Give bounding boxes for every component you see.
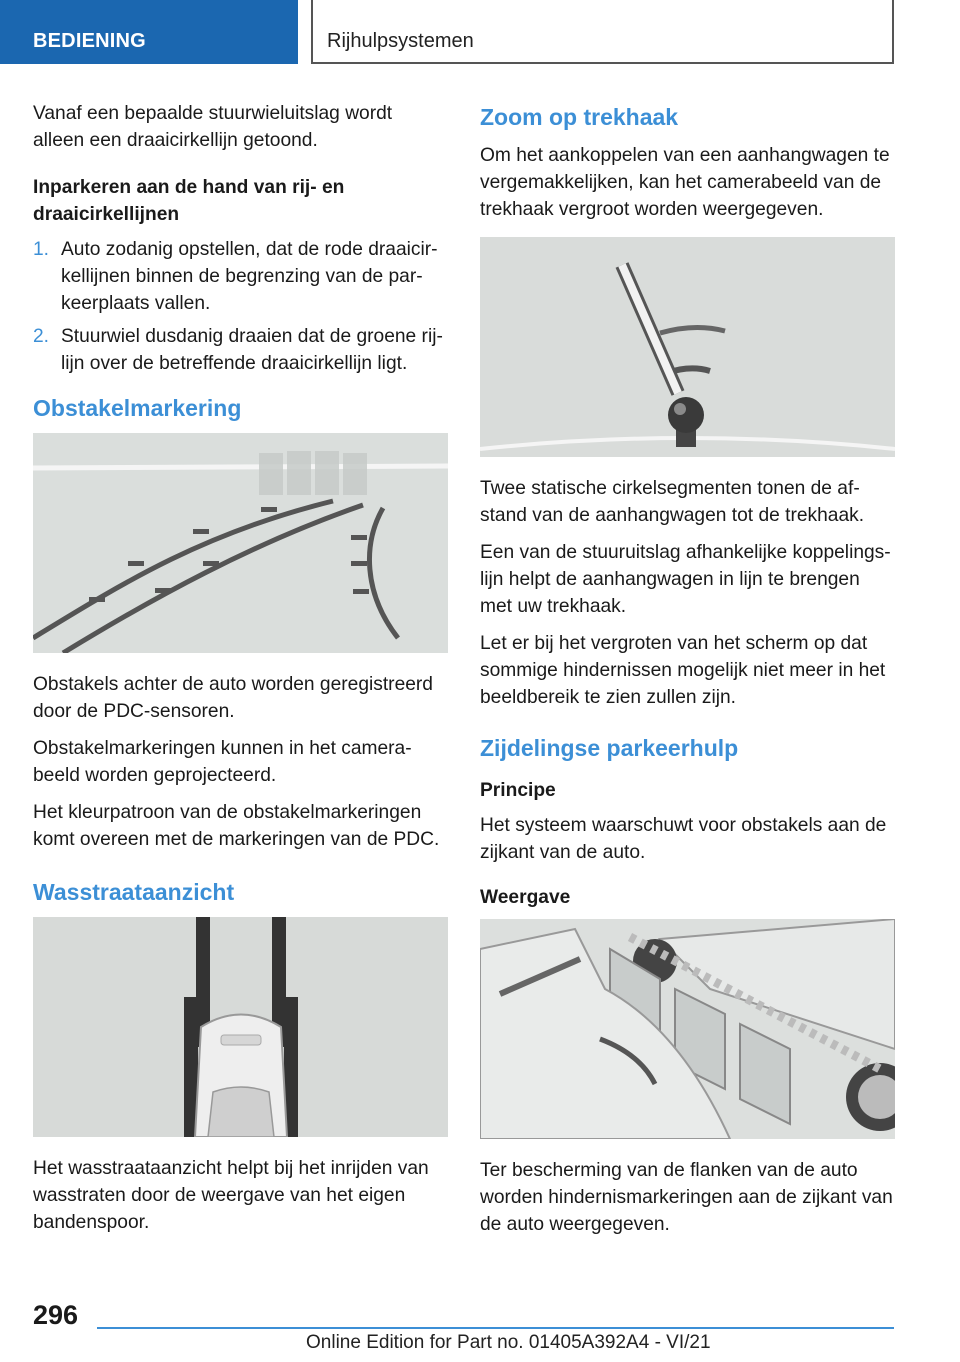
heading-zoom-trailer-hitch: Zoom op trekhaak [480,104,679,130]
zoom-paragraph-2: Twee statische cirkelsegmenten tonen de afstand van de aanhangwagen tot de trekhaak. [480,478,865,526]
header-section-label: BEDIENING [33,30,146,52]
list-item-text: Auto zodanig opstellen, dat de rode draaicirkellijnen binnen de begrenzing van de parkeerplaats vallen. [61,239,438,314]
display-paragraph: Ter bescherming van de flanken van de auto worden hindernismarkeringen aan de zijkant van de auto weergegeven. [480,1160,893,1235]
subheading-parking: Inparkeren aan de hand van rij- en draaicirkellijnen [33,177,345,225]
obstacle-paragraph-2: Obstakelmarkeringen kunnen in het camerabeeld worden geprojecteerd. [33,738,412,786]
zoom-paragraph-3: Een van de stuuruitslag afhankelijke koppelingslijn helpt de aanhangwagen in lijn te brengen met uw trekhaak. [480,542,891,617]
right-column [480,100,895,1248]
carwash-view-illustration [33,917,448,1137]
subheading-principle: Principe [480,780,556,801]
obstacle-marking-illustration [33,433,448,653]
obstacle-paragraph-1: Obstakels achter de auto worden geregistreerd door de PDC-sensoren. [33,674,433,722]
side-parking-illustration [480,919,895,1139]
intro-paragraph: Vanaf een bepaalde stuurwieluitslag wordt alleen een draaicirkellijn getoond. [33,103,393,151]
list-item-number: 2. [33,326,50,347]
footer-edition-text: Online Edition for Part no. 01405A392A4 - VI/21 [306,1332,711,1353]
page-number: 296 [33,1300,79,1330]
footer-divider [97,1327,894,1329]
zoom-paragraph-4: Let er bij het vergroten van het scherm op dat sommige hindernissen mogelijk niet meer in het beeldbereik te zien zullen zijn. [480,633,886,708]
list-item [33,236,448,317]
trailer-hitch-zoom-illustration [480,237,895,457]
header-section-tab [0,0,298,64]
heading-carwash-view: Wasstraataanzicht [33,879,235,905]
list-item-number: 1. [33,239,50,260]
header-chapter-box [311,0,894,64]
list-item-text: Stuurwiel dusdanig draaien dat de groene rijlijn over de betreffende draaicirkellijn ligt. [61,326,443,374]
carwash-paragraph-1: Het wasstraataanzicht helpt bij het inrijden van wasstraten door de weergave van het eigen bandenspoor. [33,1158,429,1233]
header-chapter-label: Rijhulpsystemen [327,30,474,52]
list-item [33,323,448,377]
heading-side-parking-assist: Zijdelingse parkeerhulp [480,735,739,761]
subheading-display: Weergave [480,887,571,908]
principle-paragraph: Het systeem waarschuwt voor obstakels aan de zijkant van de auto. [480,815,887,863]
left-column [33,100,448,1246]
heading-obstacle-marking: Obstakelmarkering [33,395,242,421]
zoom-paragraph-1: Om het aankoppelen van een aanhangwagen te vergemakkelijken, kan het camerabeeld van de trekhaak vergroot worden weergegeven. [480,145,890,220]
obstacle-paragraph-3: Het kleurpatroon van de obstakelmarkeringen komt overeen met de markeringen van de PDC. [33,802,440,850]
parking-steps-list [33,236,448,377]
